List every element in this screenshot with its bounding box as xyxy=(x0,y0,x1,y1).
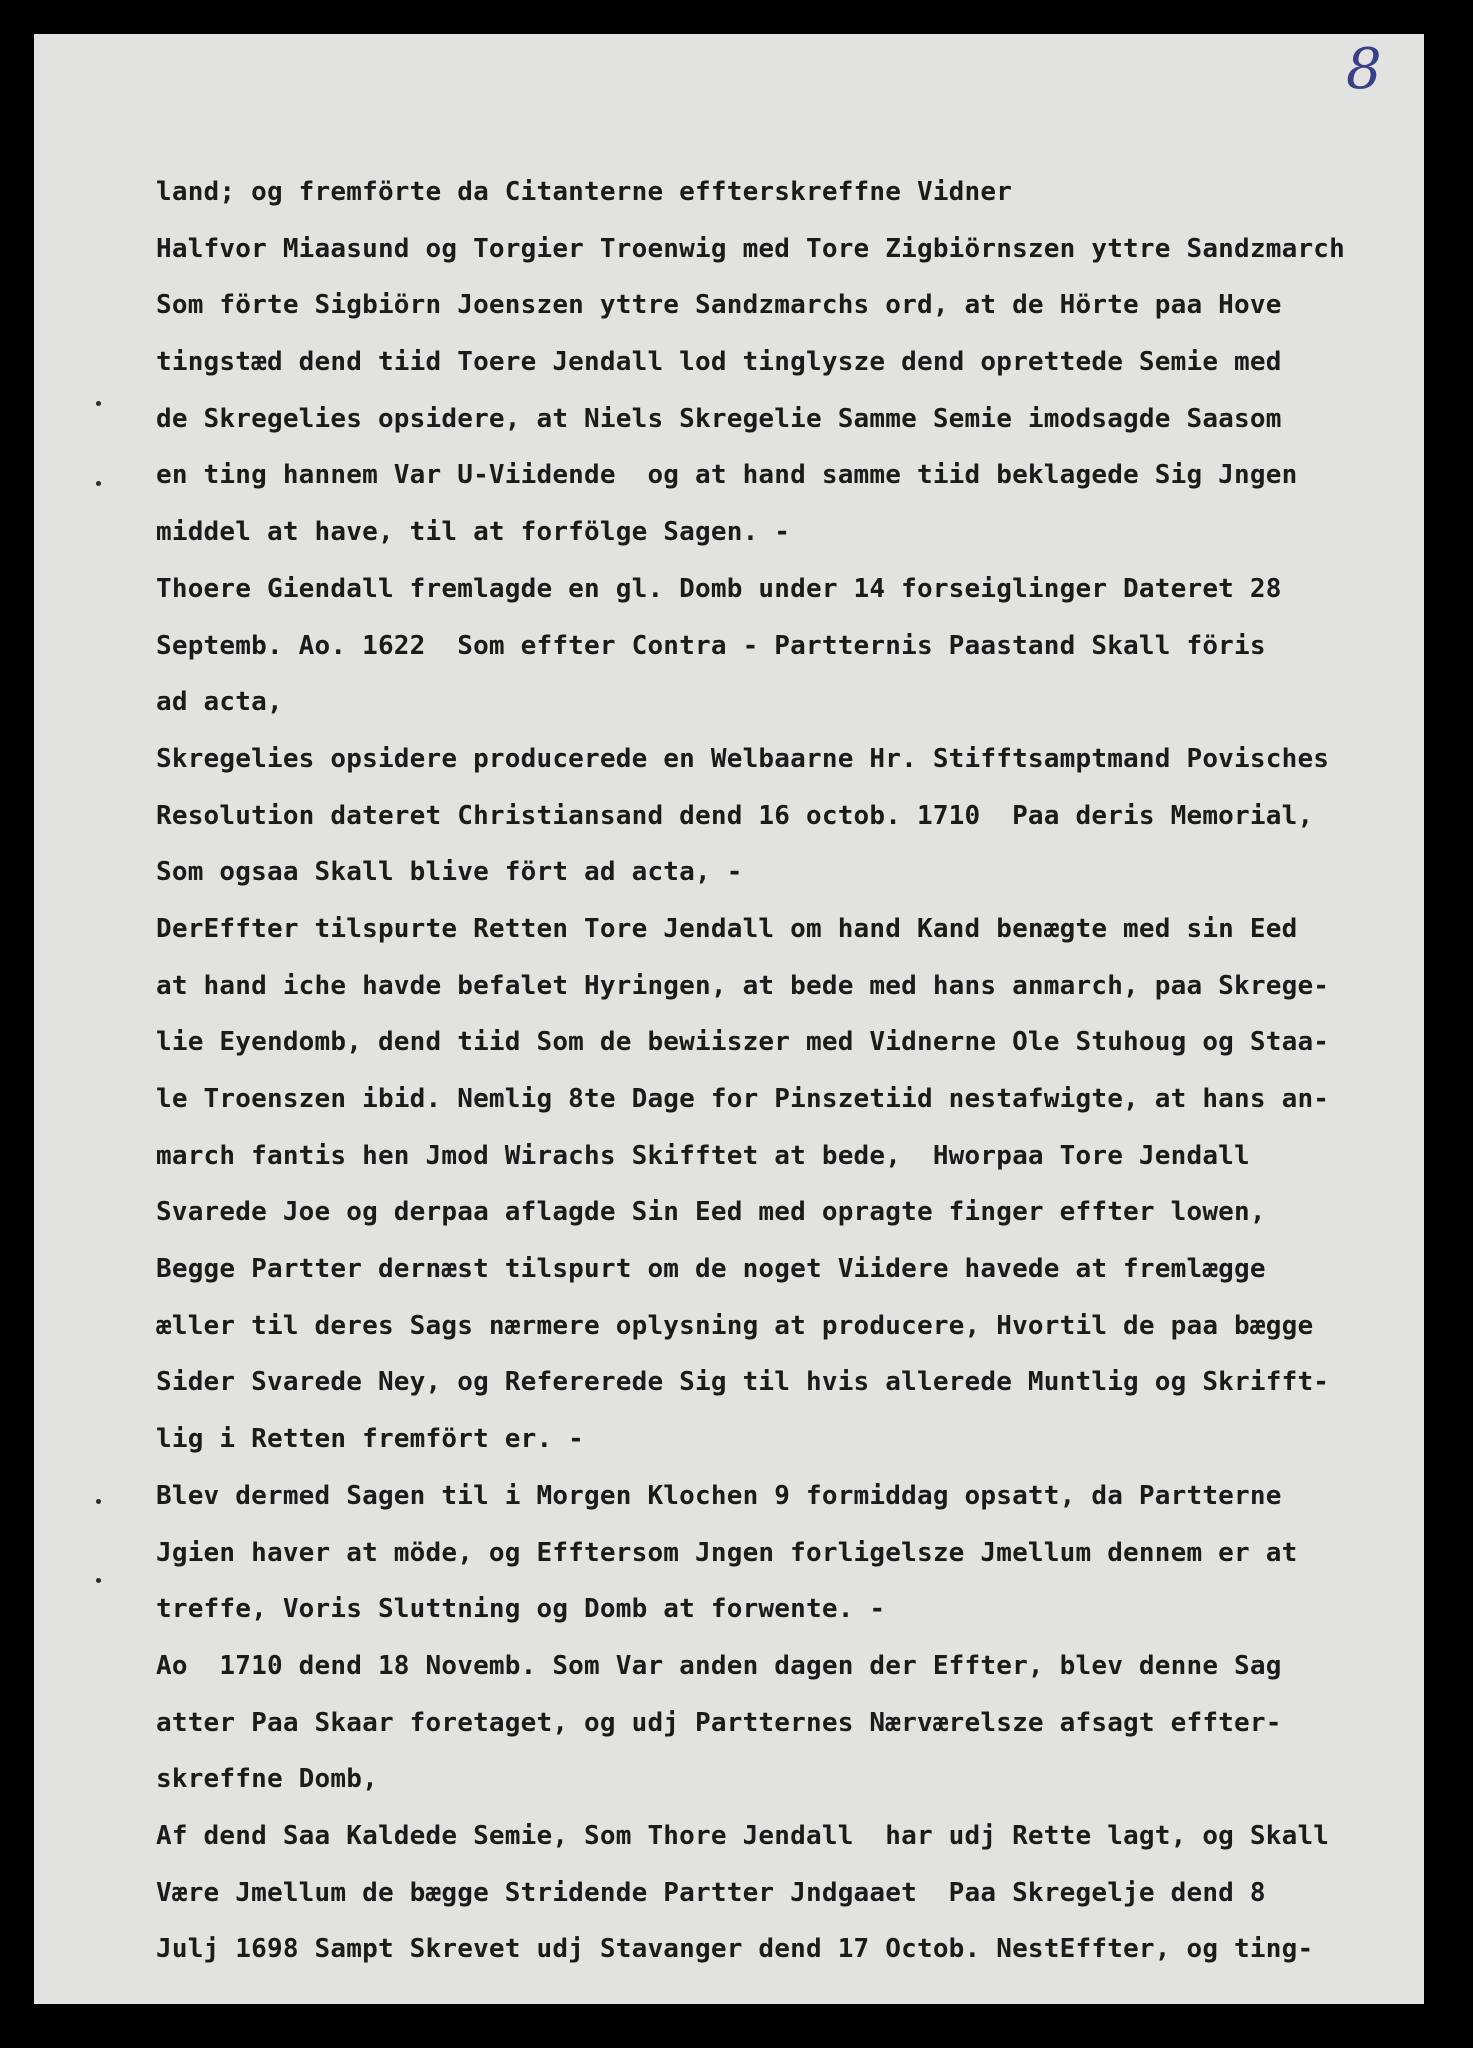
text-line: Resolution dateret Christiansand dend 16 octob. 1710 Paa deris Memorial, xyxy=(156,800,1314,831)
text-line: Af dend Saa Kaldede Semie, Som Thore Jendall har udj Rette lagt, og Skall xyxy=(156,1820,1330,1851)
text-line: Halfvor Miaasund og Torgier Troenwig med Tore Zigbiörnszen yttre Sandzmarch xyxy=(156,233,1345,264)
text-line: Blev dermed Sagen til i Morgen Klochen 9 formiddag opsatt, da Partterne xyxy=(156,1480,1282,1511)
text-line: Skregelies opsidere producerede en Welbaarne Hr. Stifftsamptmand Povisches xyxy=(156,743,1330,774)
text-line: Som ogsaa Skall blive fört ad acta, - xyxy=(156,857,743,888)
text-line: Thoere Giendall fremlagde en gl. Domb under 14 forseiglinger Dateret 28 xyxy=(156,573,1282,604)
typed-transcription xyxy=(156,164,1416,1978)
text-line: treffe, Voris Sluttning og Domb at forwente. - xyxy=(156,1594,886,1625)
text-line: Julj 1698 Sampt Skrevet udj Stavanger dend 17 Octob. NestEffter, og ting- xyxy=(156,1934,1314,1965)
text-line: Som förte Sigbiörn Joenszen yttre Sandzmarchs ord, at de Hörte paa Hove xyxy=(156,290,1282,321)
margin-mark xyxy=(96,481,101,486)
text-line: skreffne Domb, xyxy=(156,1764,378,1795)
text-line: æller til deres Sags nærmere oplysning at producere, Hvortil de paa bægge xyxy=(156,1310,1314,1341)
text-line: Være Jmellum de bægge Stridende Partter Jndgaaet Paa Skregelje dend 8 xyxy=(156,1877,1266,1908)
document-page xyxy=(34,34,1424,2004)
text-line: lie Eyendomb, dend tiid Som de bewiiszer med Vidnerne Ole Stuhoug og Staa- xyxy=(156,1027,1330,1058)
text-line: le Troenszen ibid. Nemlig 8te Dage for Pinszetiid nestafwigte, at hans an- xyxy=(156,1084,1330,1114)
margin-mark xyxy=(96,1499,101,1504)
text-line: DerEffter tilspurte Retten Tore Jendall om hand Kand benægte med sin Eed xyxy=(156,913,1298,944)
text-line: Begge Partter dernæst tilspurt om de noget Viidere havede at fremlægge xyxy=(156,1254,1266,1285)
text-line: Septemb. Ao. 1622 Som effter Contra - Partternis Paastand Skall föris xyxy=(156,630,1266,661)
text-line: atter Paa Skaar foretaget, og udj Partternes Nærværelsze afsagt effter- xyxy=(156,1707,1282,1738)
text-line: de Skregelies opsidere, at Niels Skregelie Samme Semie imodsagde Saasom xyxy=(156,403,1282,434)
page-number: 8 xyxy=(1346,37,1382,102)
text-line: Jgien haver at möde, og Efftersom Jngen forligelsze Jmellum dennem er at xyxy=(156,1537,1298,1568)
text-line: tingstæd dend tiid Toere Jendall lod tinglysze dend oprettede Semie med xyxy=(156,347,1282,378)
margin-mark xyxy=(96,401,101,406)
text-line: en ting hannem Var U-Viidende og at hand samme tiid beklagede Sig Jngen xyxy=(156,460,1298,491)
text-line: lig i Retten fremfört er. - xyxy=(156,1424,585,1455)
text-line: land; og fremförte da Citanterne effterskreffne Vidner xyxy=(156,177,1013,207)
bleed-through-text xyxy=(534,38,974,56)
text-line: middel at have, til at forfölge Sagen. - xyxy=(156,517,791,548)
text-line: Sider Svarede Ney, og Refererede Sig til hvis allerede Muntlig og Skrifft- xyxy=(156,1367,1330,1398)
text-line: march fantis hen Jmod Wirachs Skifftet at bede, Hworpaa Tore Jendall xyxy=(156,1140,1250,1171)
text-line: at hand iche havde befalet Hyringen, at bede med hans anmarch, paa Skrege- xyxy=(156,970,1330,1001)
text-line: Ao 1710 dend 18 Novemb. Som Var anden dagen der Effter, blev denne Sag xyxy=(156,1650,1282,1681)
text-line: Svarede Joe og derpaa aflagde Sin Eed med opragte finger effter lowen, xyxy=(156,1197,1266,1228)
margin-mark xyxy=(96,1578,101,1583)
text-line: ad acta, xyxy=(156,687,283,718)
